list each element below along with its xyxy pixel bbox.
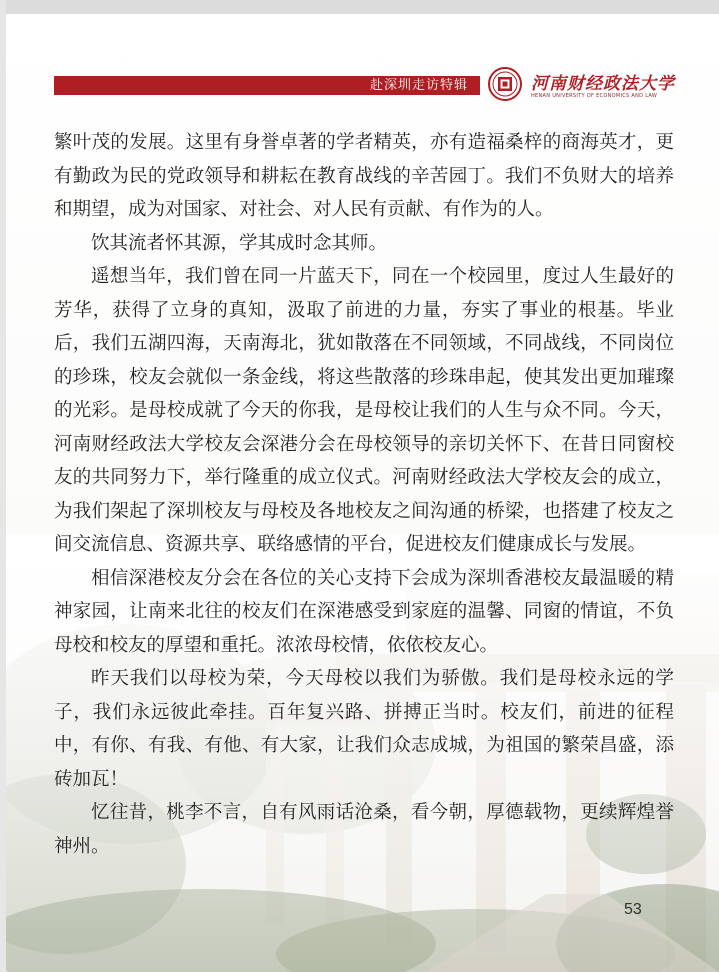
viewer-top-edge [0, 0, 719, 14]
university-name-en: HENAN UNIVERSITY OF ECONOMICS AND LAW [531, 93, 658, 99]
document-page [6, 14, 719, 972]
paragraph: 饮其流者怀其源，学其成时念其师。 [91, 232, 388, 254]
header-section-bar [54, 76, 480, 95]
paragraph: 繁叶茂的发展。这里有身誉卓著的学者精英，亦有造福桑梓的商海英才，更有勤政为民的党政领导和耕耘在教育战线的辛苦园丁。我们不负财大的培养和期望，成为对国家、对社会、对人民有贡献、有作为的人。 [54, 132, 674, 220]
paragraph: 昨天我们以母校为荣，今天母校以我们为骄傲。我们是母校永远的学子，我们永远彼此牵挂。百年复兴路、拼搏正当时。校友们，前进的征程中，有你、有我、有他、有大家，让我们众志成城，为祖国的繁荣昌盛，添砖加瓦！ [54, 668, 674, 790]
paragraph: 遥想当年，我们曾在同一片蓝天下，同在一个校园里，度过人生最好的芳华，获得了立身的真知，汲取了前进的力量，夯实了事业的根基。毕业后，我们五湖四海，天南海北，犹如散落在不同领域，不同战线，不同岗位的珍珠，校友会就似一条金线，将这些散落的珍珠串起，使其发出更加璀璨的光彩。是母校成就了今天的你我，是母校让我们的人生与众不同。今天，河南财经政法大学校友会深港分会在母校领导的亲切关怀下、在昔日同窗校友的共同努力下，举行隆重的成立仪式。河南财经政法大学校友会的成立，为我们架起了深圳校友与母校及各地校友之间沟通的桥梁，也搭建了校友之间交流信息、资源共享、联络感情的平台，促进校友们健康成长与发展。 [54, 266, 674, 555]
paragraph: 忆往昔，桃李不言，自有风雨话沧桑，看今朝，厚德载物，更续辉煌誉神州。 [54, 802, 674, 857]
university-name: 河南财经政法大学 [531, 74, 675, 94]
university-seal-icon [488, 67, 522, 101]
paragraph: 相信深港校友分会在各位的关心支持下会成为深圳香港校友最温暖的精神家园，让南来北往的校友们在深港感受到家庭的温馨、同窗的情谊，不负母校和校友的厚望和重托。浓浓母校情，依依校友心。 [54, 567, 674, 656]
section-title: 赴深圳走访特辑 [369, 78, 468, 93]
article-body [54, 126, 674, 863]
page-number: 53 [624, 901, 642, 918]
